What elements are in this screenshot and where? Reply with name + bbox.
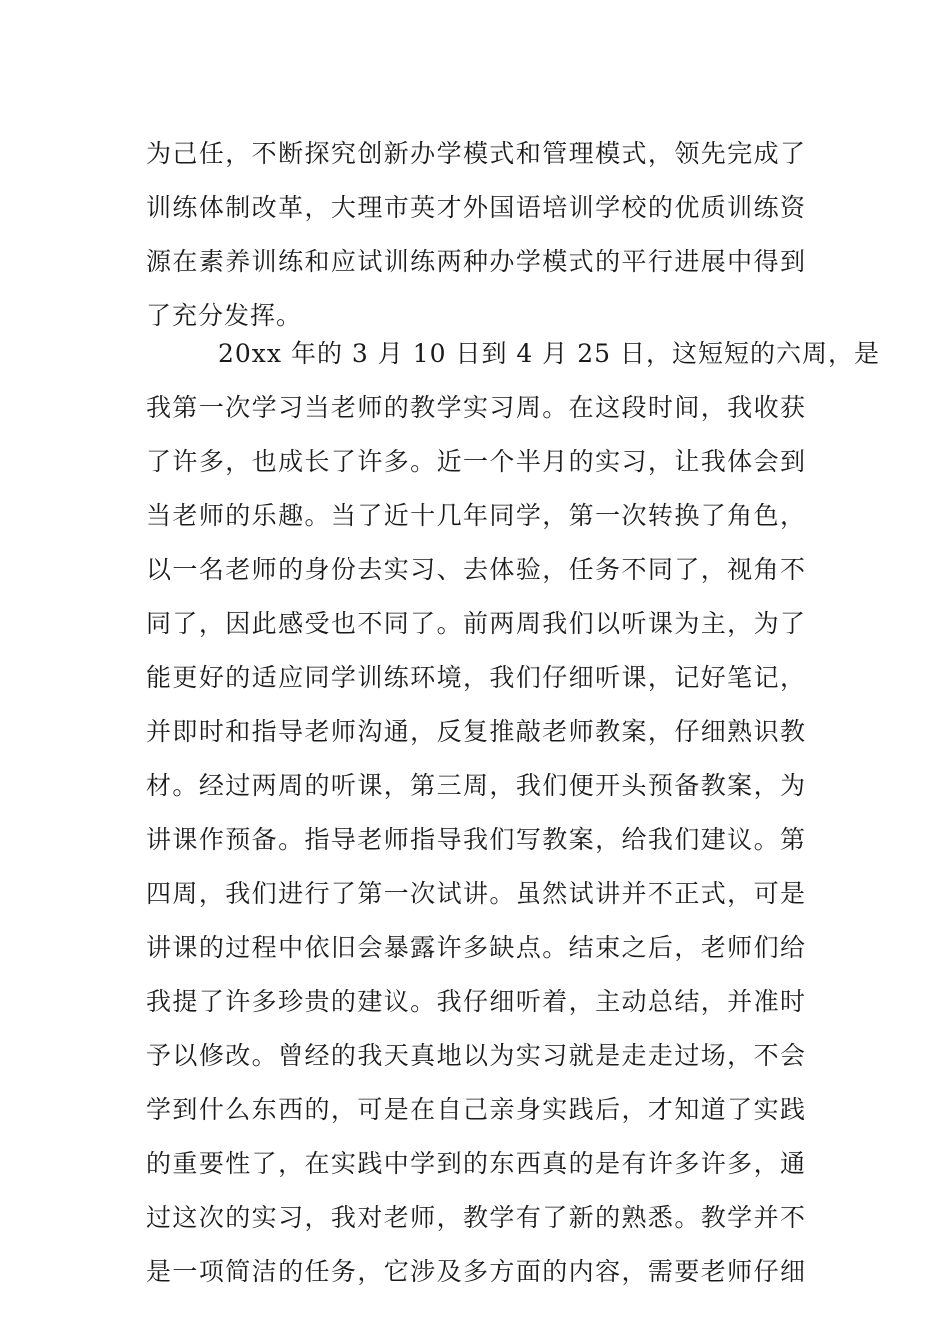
text-line: 予以修改。曾经的我天真地以为实习就是走走过场，不会 bbox=[146, 1041, 806, 1070]
text-line: 能更好的适应同学训练环境，我们仔细听课，记好笔记， bbox=[146, 663, 806, 692]
text-line: 我第一次学习当老师的教学实习周。在这段时间，我收获 bbox=[146, 393, 806, 422]
text-line: 训练体制改革，大理市英才外国语培训学校的优质训练资 bbox=[146, 193, 806, 222]
text-line: 我提了许多珍贵的建议。我仔细听着，主动总结，并准时 bbox=[146, 987, 806, 1016]
text-line: 讲课作预备。指导老师指导我们写教案，给我们建议。第 bbox=[146, 825, 806, 854]
text-line: 过这次的实习，我对老师，教学有了新的熟悉。教学并不 bbox=[146, 1203, 806, 1232]
text-line: 以一名老师的身份去实习、去体验，任务不同了，视角不 bbox=[146, 555, 806, 584]
text-line: 讲课的过程中依旧会暴露许多缺点。结束之后，老师们给 bbox=[146, 933, 806, 962]
text-line: 是一项简洁的任务，它涉及多方面的内容，需要老师仔细 bbox=[146, 1257, 806, 1286]
text-line-first: 20xx 年的 3 月 10 日到 4 月 25 日，这短短的六周，是 bbox=[218, 339, 880, 368]
text-line: 的重要性了，在实践中学到的东西真的是有许多许多，通 bbox=[146, 1149, 806, 1178]
text-line: 了许多，也成长了许多。近一个半月的实习，让我体会到 bbox=[146, 447, 806, 476]
text-line: 四周，我们进行了第一次试讲。虽然试讲并不正式，可是 bbox=[146, 879, 806, 908]
text-line: 同了，因此感受也不同了。前两周我们以听课为主，为了 bbox=[146, 609, 806, 638]
text-line: 了充分发挥。 bbox=[146, 301, 303, 330]
text-line: 源在素养训练和应试训练两种办学模式的平行进展中得到 bbox=[146, 247, 806, 276]
paragraph-1 bbox=[146, 127, 806, 343]
text-line: 学到什么东西的，可是在自己亲身实践后，才知道了实践 bbox=[146, 1095, 806, 1124]
text-line: 为己任，不断探究创新办学模式和管理模式，领先完成了 bbox=[146, 139, 806, 168]
paragraph-2 bbox=[146, 327, 880, 1299]
text-line: 并即时和指导老师沟通，反复推敲老师教案，仔细熟识教 bbox=[146, 717, 806, 746]
text-line: 当老师的乐趣。当了近十几年同学，第一次转换了角色， bbox=[146, 501, 806, 530]
text-line: 材。经过两周的听课，第三周，我们便开头预备教案，为 bbox=[146, 771, 806, 800]
